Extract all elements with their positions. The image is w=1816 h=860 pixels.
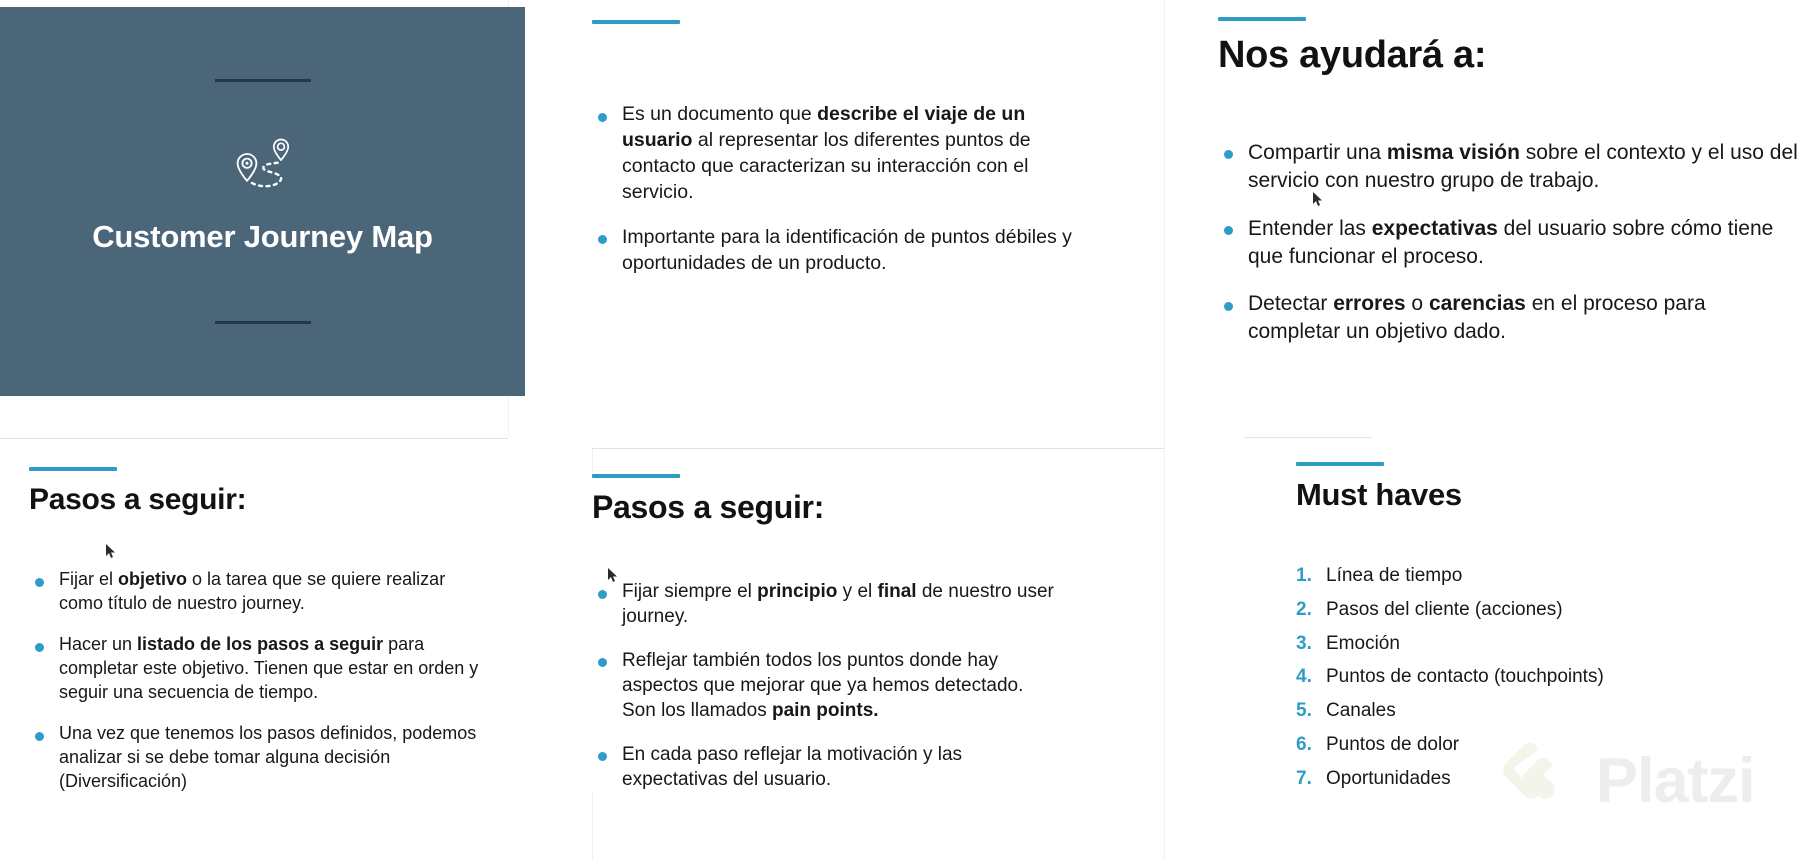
mouse-cursor-2 [608,568,619,588]
list-item-number: 5. [1296,700,1312,722]
list-item-number: 1. [1296,565,1312,587]
list-item: Fijar siempre el principio y el final de nuestro user journey. [592,579,1062,630]
list-item: En cada paso reflejar la motivación y las expectativas del usuario. [592,742,1062,793]
list-item: Entender las expectativas del usuario sobre cómo tiene que funcionar el proceso. [1218,215,1798,271]
list-item-number: 2. [1296,598,1312,620]
panel-help [1218,17,1798,346]
divider-middle [592,448,1164,449]
list-item: Hacer un listado de los pasos a seguir para completar este objetivo. Tienen que estar en orden y seguir una secuencia de tiempo. [29,633,494,705]
panel-title-help: Nos ayudará a: [1218,34,1487,76]
list-item-label: Canales [1326,700,1396,722]
accent-bar [29,467,117,471]
list-item-number: 4. [1296,666,1312,688]
column-edge-bottom-mid [1164,448,1165,860]
list-item [1296,564,1776,588]
column-edge-mid [1164,0,1165,448]
list-item-label: Pasos del cliente (acciones) [1326,598,1563,620]
list-item: Una vez que tenemos los pasos definidos, podemos analizar si se debe tomar alguna decisión (Diversificación) [29,722,494,794]
panel-steps-one [29,467,494,794]
divider-left [0,438,508,439]
panel-title-must-haves: Must haves [1296,477,1462,512]
platzi-diamond-logo [1494,736,1580,827]
panel-title-steps-two: Pasos a seguir: [592,489,825,525]
list-item-label: Emoción [1326,632,1400,654]
accent-bar [592,474,680,478]
list-item: Reflejar también todos los puntos donde hay aspectos que mejorar que ya hemos detectado. Son los llamados pain points. [592,648,1062,724]
list-item: Fijar el objetivo o la tarea que se quiere realizar como título de nuestro journey. [29,568,494,616]
list-item: Es un documento que describe el viaje de un usuario al representar los diferentes puntos de contacto que caracterizan su interacción con el servicio. [592,102,1072,206]
list-item [1296,699,1776,723]
mouse-cursor-1 [106,544,117,564]
steps-two-bullet-list [592,579,1062,792]
list-item: Compartir una misma visión sobre el contexto y el uso del servicio con nuestro grupo de trabajo. [1218,139,1798,195]
list-item-label: Línea de tiempo [1326,565,1463,587]
list-item-label: Puntos de dolor [1326,733,1460,755]
divider-right [1244,437,1372,438]
journey-map-pins-icon [231,138,295,195]
list-item: Detectar errores o carencias en el proceso para completar un objetivo dado. [1218,290,1798,346]
accent-bar [592,20,680,24]
accent-bar [1296,462,1384,466]
list-item [1296,665,1776,689]
help-bullet-list [1218,139,1798,347]
list-item-label: Oportunidades [1326,767,1451,789]
panel-title-steps-one: Pasos a seguir: [29,483,247,516]
platzi-watermark [1494,736,1755,827]
list-item-number: 7. [1296,767,1312,789]
list-item [1296,632,1776,656]
panel-definition [592,20,1072,277]
list-item-number: 3. [1296,632,1312,654]
title-rule-top [215,79,311,82]
platzi-wordmark: Platzi [1596,746,1755,816]
list-item [1296,598,1776,622]
panel-steps-two [592,474,1062,792]
title-card [0,7,525,396]
list-item-label: Puntos de contacto (touchpoints) [1326,666,1604,688]
steps-one-bullet-list [29,568,494,794]
list-item: Importante para la identificación de puntos débiles y oportunidades de un producto. [592,225,1072,277]
page-title: Customer Journey Map [92,219,433,254]
mouse-cursor-3 [1313,192,1324,212]
definition-bullet-list [592,102,1072,277]
accent-bar [1218,17,1306,21]
title-rule-bottom [215,321,311,324]
list-item-number: 6. [1296,733,1312,755]
